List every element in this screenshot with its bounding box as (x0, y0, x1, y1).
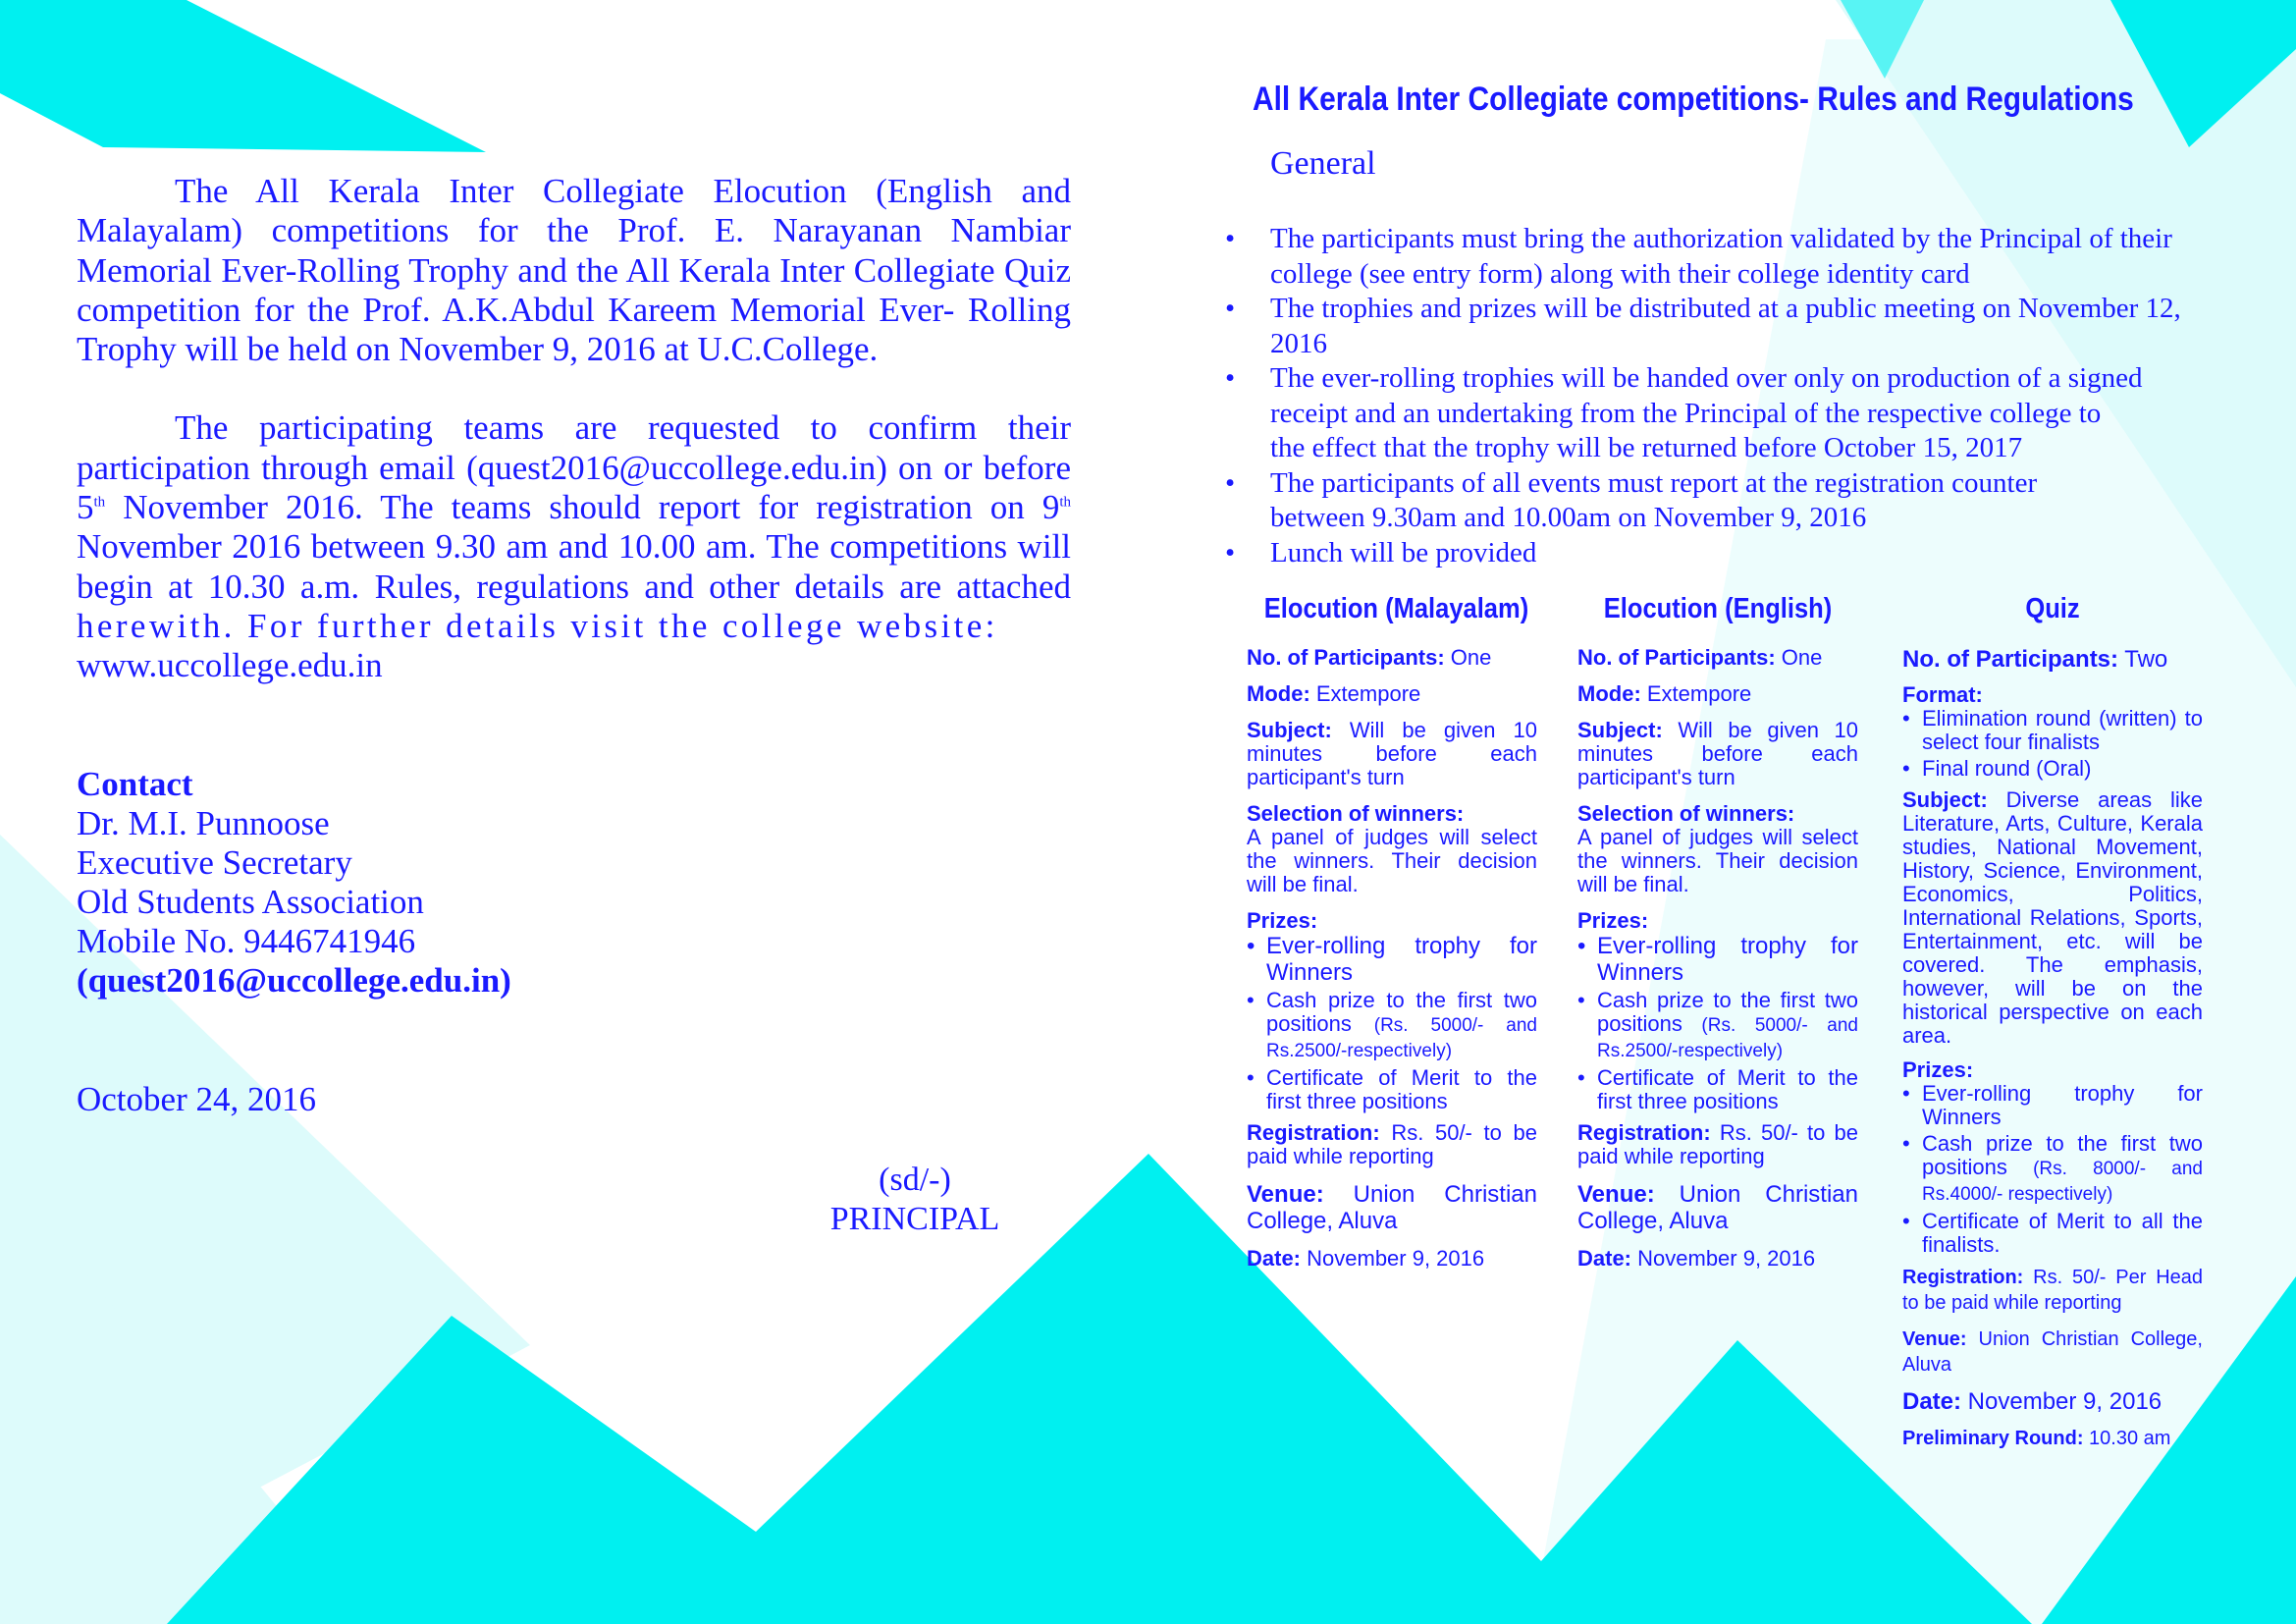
prize-item: • Certificate of Merit to the first three positions (1577, 1065, 1858, 1113)
website-link[interactable]: www.uccollege.edu.in (77, 646, 383, 685)
prize-item: • Certificate of Merit to all the finalists. (1902, 1209, 2203, 1257)
contact-block (77, 765, 511, 1001)
prizes-list (1902, 1082, 2203, 1257)
selection-field: Selection of winners: A panel of judges will select the winners. Their decision will be final. (1247, 801, 1537, 896)
venue-field: Venue: Union Christian College, Aluva (1577, 1181, 1858, 1234)
prize-item: • Ever-rolling trophy for Winners (1577, 933, 1858, 986)
intro-text (77, 172, 1071, 686)
subject-field: Subject: Will be given 10 minutes before each participant's turn (1577, 718, 1858, 789)
rules-title: All Kerala Inter Collegiate competitions- Rules and Regulations (1253, 81, 2134, 118)
contact-mobile: Mobile No. 9446741946 (77, 922, 416, 960)
bullet-icon: • (1902, 1081, 1910, 1106)
general-rule: • The ever-rolling trophies will be handed over only on production of a signed receipt and an undertaking from the Principal of the respective college to the effect that the trophy will be returned before October 15, 2017 (1225, 362, 2143, 463)
bullet-icon: • (1225, 223, 1236, 254)
contact-email[interactable]: (quest2016@uccollege.edu.in) (77, 961, 511, 1000)
intro-p2-part-b: November 2016. The teams should report for registration on 9 (105, 488, 1060, 527)
participants-field: No. of Participants: One (1577, 645, 1823, 670)
bullet-icon: • (1247, 988, 1255, 1012)
intro-p2-sup-2: th (1059, 494, 1071, 511)
date-field: Date: November 9, 2016 (1577, 1246, 1816, 1271)
bullet-icon: • (1577, 1065, 1585, 1090)
column-heading: Elocution (English) (1603, 593, 1833, 624)
registration-field: Registration: Rs. 50/- to be paid while reporting (1247, 1120, 1537, 1168)
bullet-icon: • (1902, 706, 1910, 731)
bullet-icon: • (1902, 1209, 1910, 1233)
intro-p2-part-c: November 2016 between 9.30 am and 10.00 am. The competitions will begin at 10.30 a.m. Rules, regulations and other details are attached (77, 527, 1071, 606)
prizes-list (1247, 933, 1537, 1113)
bullet-icon: • (1902, 756, 1910, 781)
registration-field: Registration: Rs. 50/- to be paid while reporting (1577, 1120, 1858, 1168)
column-heading: Quiz (2025, 593, 2080, 624)
format-list (1902, 707, 2203, 781)
intro-p2-sup-1: th (93, 494, 106, 511)
general-rule: • The trophies and prizes will be distributed at a public meeting on November 12, 2016 (1225, 293, 2181, 359)
date-field: Date: November 9, 2016 (1902, 1388, 2163, 1415)
general-rule: • Lunch will be provided (1225, 536, 2216, 571)
prizes-label: Prizes: (1247, 908, 1318, 933)
contact-role: Executive Secretary (77, 843, 352, 882)
prize-item: • Cash prize to the first two positions (Rs. 5000/- and Rs.2500/-respectively) (1247, 988, 1537, 1061)
signature-block (827, 1161, 1003, 1239)
column-elocution-malayalam (1247, 593, 1537, 1283)
participants-field: No. of Participants: One (1247, 645, 1492, 670)
contact-org: Old Students Association (77, 883, 424, 921)
bullet-icon: • (1225, 536, 1236, 568)
bullet-icon: • (1247, 1065, 1255, 1090)
intro-p2-part-d: herewith. For further details visit the college website: (77, 606, 998, 645)
bullet-icon: • (1225, 293, 1236, 324)
venue-field: Venue: Union Christian College, Aluva (1902, 1328, 2203, 1376)
bullet-icon: • (1247, 933, 1255, 959)
prize-item: • Ever-rolling trophy for Winners (1247, 933, 1537, 986)
subject-field: Subject: Will be given 10 minutes before each participant's turn (1247, 718, 1537, 789)
bullet-icon: • (1225, 362, 1236, 394)
selection-field: Selection of winners: A panel of judges will select the winners. Their decision will be final. (1577, 801, 1858, 896)
mode-field: Mode: Extempore (1577, 681, 1752, 706)
format-item: • Final round (Oral) (1902, 756, 2092, 781)
format-label: Format: (1902, 682, 1983, 707)
prize-item: • Ever-rolling trophy for Winners (1902, 1081, 2203, 1129)
prize-item: • Cash prize to the first two positions (Rs. 8000/- and Rs.4000/- respectively) (1902, 1131, 2203, 1205)
bullet-icon: • (1577, 988, 1585, 1012)
column-elocution-english (1577, 593, 1858, 1283)
bullet-icon: • (1577, 933, 1586, 959)
prizes-list (1577, 933, 1858, 1113)
intro-p2-part-a: The participating teams are requested to confirm their participation through email (quest2016@uccollege.edu.in) on or before 5 (77, 408, 1071, 527)
notice-date: October 24, 2016 (77, 1080, 316, 1118)
cyan-triangle-top-left (0, 0, 486, 152)
preliminary-round-field: Preliminary Round: 10.30 am (1902, 1428, 2171, 1449)
prize-item: • Certificate of Merit to the first three positions (1247, 1065, 1537, 1113)
mode-field: Mode: Extempore (1247, 681, 1421, 706)
bullet-icon: • (1902, 1131, 1910, 1156)
general-rule: • The participants of all events must report at the registration counter between 9.30am and 10.00am on November 9, 2016 (1225, 466, 2038, 533)
general-heading: General (1270, 145, 1376, 182)
bullet-icon: • (1225, 466, 1236, 499)
venue-field: Venue: Union Christian College, Aluva (1247, 1181, 1537, 1234)
contact-name: Dr. M.I. Punnoose (77, 804, 330, 842)
date-field: Date: November 9, 2016 (1247, 1246, 1485, 1271)
subject-field: Subject: Diverse areas like Literature, Arts, Culture, Kerala studies, National Movement, History, Science, Environment, Economics, Politics, International Relations, Sports, Entertainment, etc. will be covered. The emphasis, however, will be on the historical perspective on each area. (1902, 787, 2203, 1048)
signature-principal: PRINCIPAL (829, 1201, 1000, 1237)
column-quiz (1902, 593, 2203, 1462)
general-rule: • The participants must bring the authorization validated by the Principal of their college (see entry form) along with their college identity card (1225, 223, 2172, 290)
column-heading: Elocution (Malayalam) (1263, 593, 1529, 624)
format-item: • Elimination round (written) to select four finalists (1902, 706, 2203, 754)
participants-field: No. of Participants: Two (1902, 646, 2168, 673)
intro-paragraph-1: The All Kerala Inter Collegiate Elocution (English and Malayalam) competitions for the Prof. E. Narayanan Nambiar Memorial Ever-Rolling Trophy and the All Kerala Inter Collegiate Quiz competition for the Prof. A.K.Abdul Kareem Memorial Ever- Rolling Trophy will be held on November 9, 2016 at U.C.College. (77, 172, 1071, 369)
registration-field: Registration: Rs. 50/- Per Head to be paid while reporting (1902, 1267, 2203, 1314)
prizes-label: Prizes: (1577, 908, 1649, 933)
prizes-label: Prizes: (1902, 1057, 1974, 1082)
signature-sd: (sd/-) (879, 1162, 951, 1198)
contact-heading: Contact (77, 765, 193, 803)
general-rules-list (1225, 222, 2216, 570)
prize-item: • Cash prize to the first two positions (Rs. 5000/- and Rs.2500/-respectively) (1577, 988, 1858, 1061)
intro-paragraph-2 (77, 408, 1071, 685)
